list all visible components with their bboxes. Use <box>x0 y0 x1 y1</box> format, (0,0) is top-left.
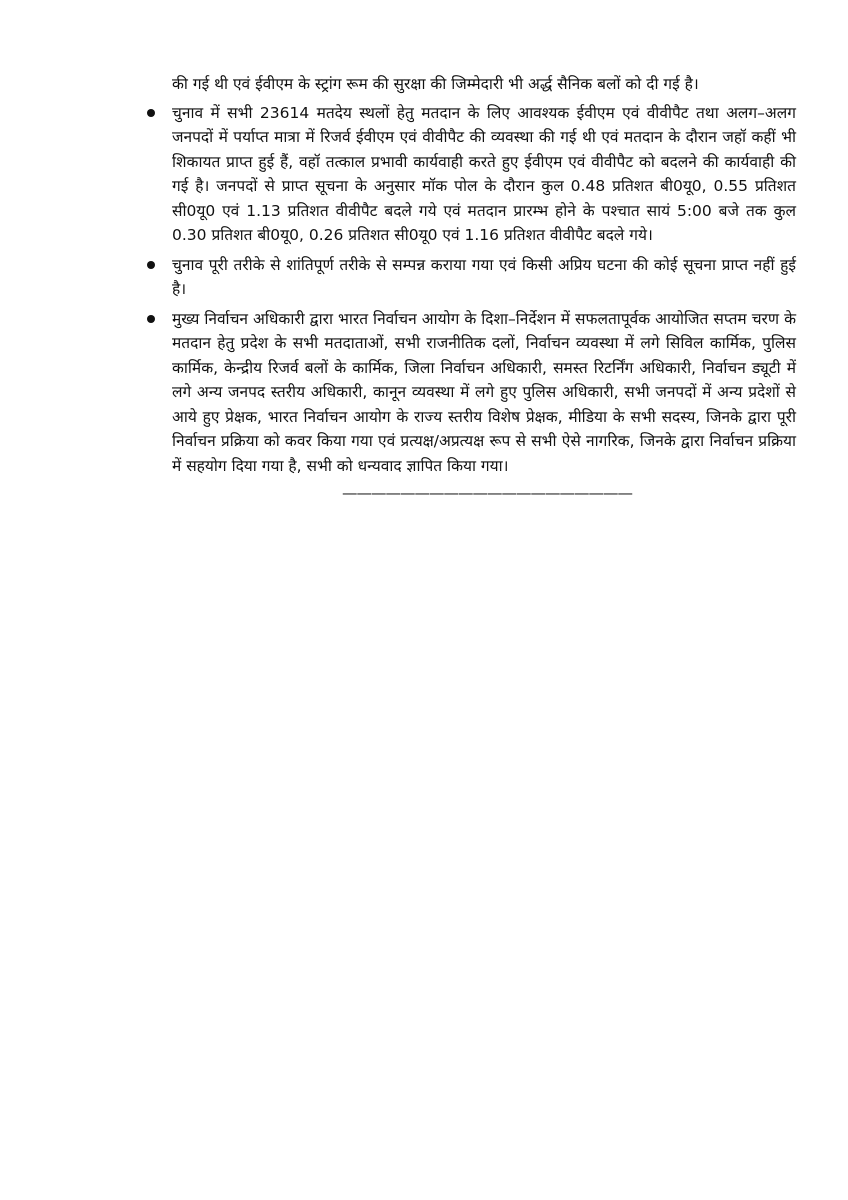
bullet-icon <box>147 261 155 269</box>
document-body <box>172 72 796 503</box>
bullet-icon <box>147 109 155 117</box>
intro-paragraph: की गई थी एवं ईवीएम के स्ट्रांग रूम की सुरक्षा की जिम्मेदारी भी अर्द्ध सैनिक बलों को दी गई है। <box>172 75 699 93</box>
bullet-text: चुनाव पूरी तरीके से शांतिपूर्ण तरीके से सम्पन्न कराया गया एवं किसी अप्रिय घटना की कोई सूचना प्राप्त नहीं हुई है। <box>172 255 796 298</box>
bullet-icon <box>147 315 155 323</box>
bullet-text: चुनाव में सभी 23614 मतदेय स्थलों हेतु मतदान के लिए आवश्यक ईवीएम एवं वीवीपैट तथा अलग–अलग जनपदों में पर्याप्त मात्रा में रिजर्व ईवीएम एवं वीवीपैट की व्यवस्था की गई थी एवं मतदान के दौरान जहॉ कहीं भी शिकायत प्राप्त हुई हैं, वहॉ तत्काल प्रभावी कार्यवाही करते हुए ईवीएम एवं वीवीपैट को बदलने की कार्यवाही की गई है। जनपदों से प्राप्त सूचना के अनुसार मॉक पोल के दौरान कुल 0.48 प्रतिशत बी0यू0, 0.55 प्रतिशत सी0यू0 एवं 1.13 प्रतिशत वीवीपैट बदले गये एवं मतदान प्रारम्भ होने के पश्चात सायं 5:00 बजे तक कुल 0.30 प्रतिशत बी0यू0, 0.26 प्रतिशत सी0यू0 एवं 1.16 प्रतिशत वीवीपैट बदले गये। <box>172 103 796 244</box>
bullet-text: मुख्य निर्वाचन अधिकारी द्वारा भारत निर्वाचन आयोग के दिशा–निर्देशन में सफलतापूर्वक आयोजित सप्तम चरण के मतदान हेतु प्रदेश के सभी मतदाताओं, सभी राजनीतिक दलों, निर्वाचन व्यवस्था में लगे सिविल कार्मिक, पुलिस कार्मिक, केन्द्रीय रिजर्व बलों के कार्मिक, जिला निर्वाचन अधिकारी, समस्त रिटर्निंग अधिकारी, निर्वाचन ड्यूटी में लगे अन्य जनपद स्तरीय अधिकारी, कानून व्यवस्था में लगे हुए पुलिस अधिकारी, सभी जनपदों में अन्य प्रदेशों से आये हुए प्रेक्षक, भारत निर्वाचन आयोग के राज्य स्तरीय विशेष प्रेक्षक, मीडिया के सभी सदस्य, जिनके द्वारा पूरी निर्वाचन प्रक्रिया को कवर किया गया एवं प्रत्यक्ष/अप्रत्यक्ष रूप से सभी ऐसे नागरिक, जिनके द्वारा निर्वाचन प्रक्रिया में सहयोग दिया गया है, सभी को धन्यवाद ज्ञापित किया गया। <box>172 309 796 475</box>
bullet-item-thanks <box>172 307 796 479</box>
bullet-list <box>172 101 796 479</box>
bullet-item-peaceful-election <box>172 253 796 302</box>
end-of-document-rule: ———————————————————— <box>342 484 632 502</box>
bullet-item-evm-vvpat <box>172 101 796 248</box>
